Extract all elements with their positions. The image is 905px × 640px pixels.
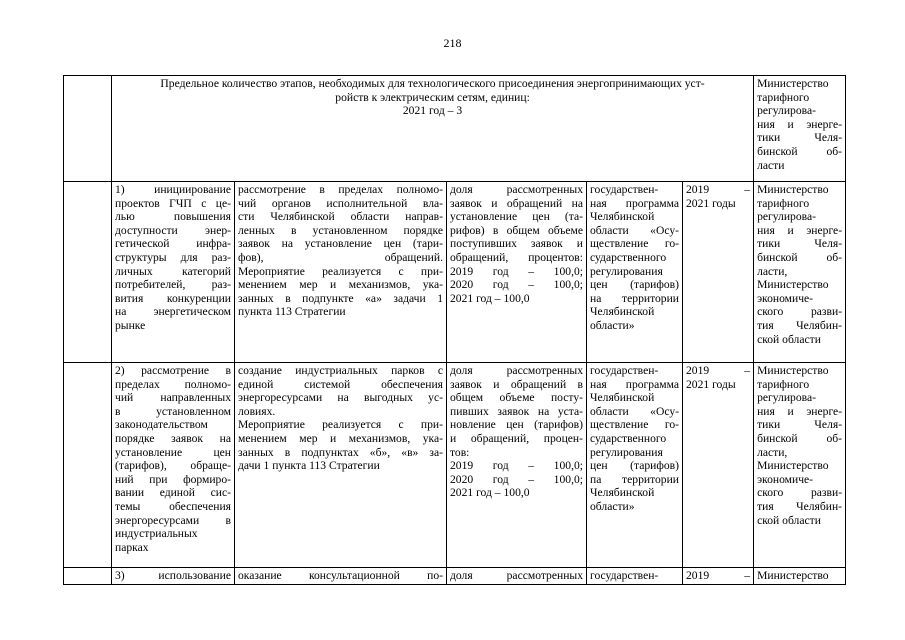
text-line: лью повышения [115, 210, 231, 224]
responsible-cell [754, 182, 846, 363]
text-line: энергоресурсами в [115, 513, 231, 527]
text-line: цен (тарифов) [590, 278, 679, 292]
text-line: поступивших заявок и [450, 237, 583, 251]
text-line: бинской об- [757, 431, 843, 445]
text-line: Челябинской [590, 486, 655, 500]
text-line: доля рассмотренных [450, 183, 583, 196]
text-line: темы обеспечения [115, 499, 231, 513]
text-line: тарифного [757, 90, 810, 104]
text-line: доступности энер- [115, 223, 231, 237]
text-line: установление цен [115, 445, 231, 459]
text-line: бинской об- [757, 144, 843, 158]
text-line: государствен- [590, 364, 659, 377]
empty-cell [64, 363, 112, 568]
text-line: государствен- [590, 569, 659, 582]
text-line: занных в подпункте «а» задачи 1 [238, 291, 443, 305]
text-line: вании единой сис- [115, 486, 231, 500]
text-line: 2019 – [686, 183, 751, 196]
text-line: 2021 годы [686, 196, 736, 210]
indicator-cell [447, 182, 587, 363]
text-line: ществление го- [590, 418, 679, 432]
text-line: 2021 годы [686, 377, 736, 391]
text-line: области» [590, 499, 635, 513]
header-line: ройств к электрическим сетям, единиц: [335, 90, 530, 104]
text-line: Министерство [757, 364, 829, 377]
text-line: рынке [115, 318, 146, 332]
activity-cell [112, 363, 235, 568]
text-line: гетической инфра- [115, 237, 231, 251]
text-line: личных категорий [115, 264, 231, 278]
text-line: Челябинской [590, 391, 655, 405]
text-line: рифов) в общем объеме [450, 223, 583, 237]
text-line: ской области [757, 513, 821, 527]
measure-cell [235, 568, 447, 585]
period-cell [683, 182, 754, 363]
program-cell [587, 363, 683, 568]
text-line: ласти [757, 158, 785, 172]
text-line: ского разви- [757, 305, 843, 319]
text-line: пивших заявок на уста- [450, 404, 583, 418]
text-line: на территории [590, 291, 679, 305]
text-line: менением мер и механизмов, ука- [238, 278, 443, 292]
text-line: регулирования [590, 264, 663, 278]
text-line: фов), обращений. [238, 250, 443, 264]
text-line: структуры для раз- [115, 250, 231, 264]
text-line: и обращений, процен- [450, 431, 583, 445]
indicator-cell [447, 363, 587, 568]
table-row [64, 568, 846, 585]
text-line: на энергетическом [115, 305, 231, 319]
text-line: цен (тарифов) [590, 459, 679, 473]
table-header-row [64, 76, 846, 182]
text-line: энергоресурсами на выгодных ус- [238, 391, 443, 405]
table-row [64, 363, 846, 568]
text-line: тики Челя- [757, 131, 843, 145]
text-line: рассмотрение в пределах полномо- [238, 183, 443, 196]
text-line: ского разви- [757, 486, 843, 500]
text-line: чий органов исполнительной вла- [238, 196, 443, 210]
text-line: ний при формиро- [115, 472, 231, 486]
header-line: Предельное количество этапов, необходимых для технологического присоединения энергопринимающих уст- [160, 77, 705, 90]
text-line: вития конкуренции [115, 291, 231, 305]
text-line: тарифного [757, 377, 810, 391]
text-line: 2021 год – 100,0 [450, 291, 530, 305]
text-line: тарифного [757, 196, 810, 210]
text-line: заявок и обращений на [450, 196, 583, 210]
program-cell [587, 568, 683, 585]
text-line: пределах полномо- [115, 377, 231, 391]
text-line: 2020 год – 100,0; [450, 278, 583, 292]
text-line: Министерство [757, 459, 829, 473]
text-line: 2) рассмотрение в [115, 364, 231, 377]
text-line: Челябинской [590, 305, 655, 319]
text-line: тия Челябин- [757, 318, 843, 332]
measure-cell [235, 182, 447, 363]
text-line: ласти, [757, 445, 788, 459]
text-line: 2019 год – 100,0; [450, 459, 583, 473]
text-line: оказание консультационной по- [238, 569, 443, 582]
text-line: создание индустриальных парков с [238, 364, 443, 377]
text-line: в установленном [115, 404, 231, 418]
text-line: па территории [590, 472, 679, 486]
text-line: 2020 год – 100,0; [450, 472, 583, 486]
text-line: доля рассмотренных [450, 569, 583, 582]
page-number: 218 [443, 36, 462, 50]
text-line: области» [590, 318, 635, 332]
text-line: потребителей, раз- [115, 278, 231, 292]
text-line: 2019 – [686, 569, 751, 582]
empty-cell [64, 182, 112, 363]
text-line: заявок на установление цен (тари- [238, 237, 443, 251]
text-line: ния и энерге- [757, 117, 843, 131]
text-line: обращений, процентов: [450, 250, 583, 264]
period-cell [683, 363, 754, 568]
text-line: сударственного [590, 250, 667, 264]
responsible-cell [754, 568, 846, 585]
text-line: сударственного [590, 431, 667, 445]
text-line: ния и энерге- [757, 223, 843, 237]
text-line: тики Челя- [757, 237, 843, 251]
text-line: области «Осу- [590, 404, 679, 418]
text-line: менением мер и механизмов, ука- [238, 431, 443, 445]
text-line: парках [115, 540, 149, 554]
text-line: заявок и обращений в [450, 377, 583, 391]
text-line: Челябинской [590, 210, 655, 224]
text-line: 3) использование [115, 569, 231, 582]
text-line: 2019 год – 100,0; [450, 264, 583, 278]
text-line: проектов ГЧП с це- [115, 196, 231, 210]
text-line: ния и энерге- [757, 404, 843, 418]
text-line: Министерство [757, 278, 829, 292]
text-line: общем объеме посту- [450, 391, 583, 405]
header-responsible-cell [754, 76, 846, 182]
text-line: сти Челябинской области направ- [238, 210, 443, 224]
text-line: ловиях. [238, 404, 276, 418]
text-line: 2021 год – 100,0 [450, 486, 530, 500]
text-line: тики Челя- [757, 418, 843, 432]
empty-cell [64, 568, 112, 585]
text-line: 1) инициирование [115, 183, 231, 196]
text-line: порядке заявок на [115, 431, 231, 445]
text-line: установление цен (та- [450, 210, 583, 224]
program-cell [587, 182, 683, 363]
text-line: дачи 1 пункта 113 Стратегии [238, 459, 380, 473]
text-line: тов: [450, 445, 470, 459]
text-line: ласти, [757, 264, 788, 278]
text-line: пункта 113 Стратегии [238, 305, 346, 319]
text-line: регулирова- [757, 104, 816, 118]
text-line: государствен- [590, 183, 659, 196]
text-line: (тарифов), обраще- [115, 459, 231, 473]
text-line: доля рассмотренных [450, 364, 583, 377]
measures-table [63, 75, 846, 585]
text-line: чий направленных [115, 391, 231, 405]
text-line: экономиче- [757, 291, 814, 305]
text-line: Министерство [757, 77, 829, 90]
text-line: регулирования [590, 445, 663, 459]
text-line: тия Челябин- [757, 499, 843, 513]
period-cell [683, 568, 754, 585]
text-line: 2019 – [686, 364, 751, 377]
text-line: индустриальных [115, 527, 198, 541]
text-line: единой системой обеспечения [238, 377, 443, 391]
header-line: 2021 год – 3 [402, 104, 463, 118]
text-line: Мероприятие реализуется с при- [238, 418, 443, 432]
text-line: регулирова- [757, 210, 816, 224]
text-line: регулирова- [757, 391, 816, 405]
text-line: Министерство [757, 569, 829, 582]
indicator-cell [447, 568, 587, 585]
activity-cell [112, 568, 235, 585]
empty-cell [64, 76, 112, 182]
activity-cell [112, 182, 235, 363]
measure-cell [235, 363, 447, 568]
text-line: ная программа [590, 196, 679, 210]
text-line: бинской об- [757, 250, 843, 264]
header-text-cell [112, 76, 754, 182]
text-line: Министерство [757, 183, 829, 196]
text-line: занных в подпунктах «б», «в» за- [238, 445, 443, 459]
text-line: ществление го- [590, 237, 679, 251]
table-row [64, 182, 846, 363]
text-line: области «Осу- [590, 223, 679, 237]
text-line: Мероприятие реализуется с при- [238, 264, 443, 278]
text-line: ная программа [590, 377, 679, 391]
responsible-cell [754, 363, 846, 568]
text-line: ленных в установленном порядке [238, 223, 443, 237]
text-line: экономиче- [757, 472, 814, 486]
text-line: новление цен (тарифов) [450, 418, 583, 432]
text-line: ской области [757, 332, 821, 346]
text-line: законодательством [115, 418, 208, 432]
